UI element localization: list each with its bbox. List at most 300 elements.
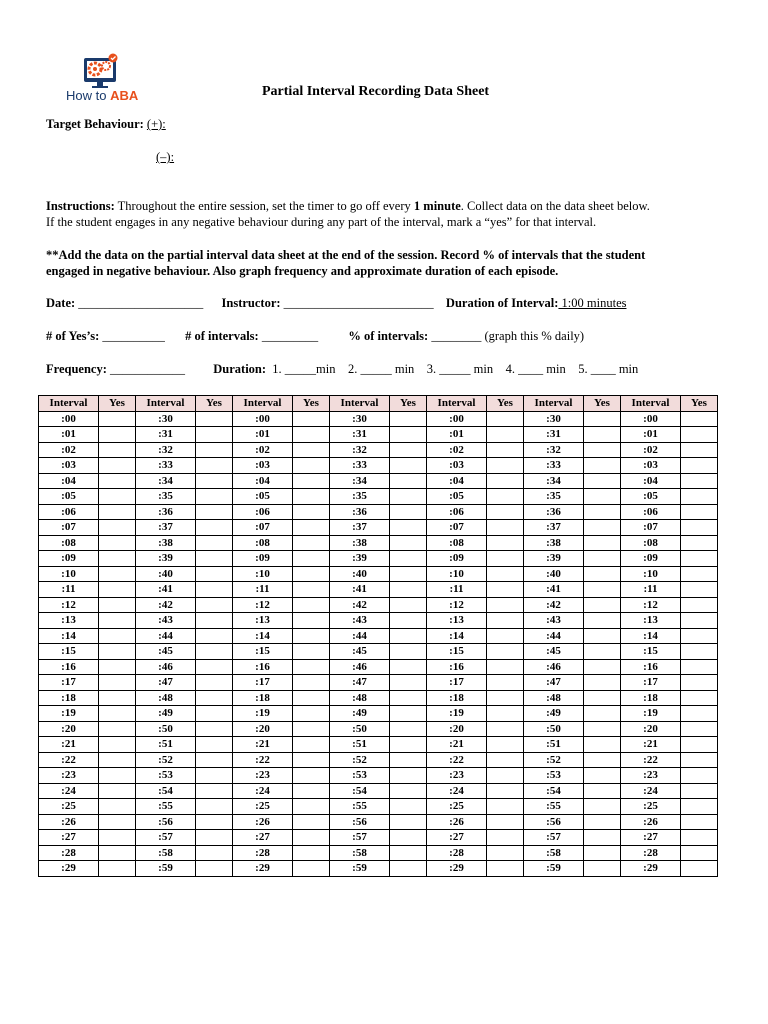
yes-cell[interactable]: [196, 783, 233, 799]
yes-cell[interactable]: [390, 783, 427, 799]
yes-cell[interactable]: [681, 427, 718, 443]
yes-cell[interactable]: [390, 706, 427, 722]
yes-cell[interactable]: [293, 768, 330, 784]
yes-cell[interactable]: [487, 473, 524, 489]
interval-cell: :09: [427, 551, 487, 567]
interval-cell: :06: [621, 504, 681, 520]
yes-cell[interactable]: [487, 442, 524, 458]
yes-cell[interactable]: [681, 442, 718, 458]
yes-cell[interactable]: [293, 628, 330, 644]
interval-cell: :26: [427, 814, 487, 830]
interval-cell: :30: [136, 411, 196, 427]
interval-cell: :59: [524, 861, 584, 877]
interval-cell: :41: [330, 582, 390, 598]
yes-cell[interactable]: [293, 861, 330, 877]
yes-cell[interactable]: [487, 644, 524, 660]
yes-cell[interactable]: [584, 830, 621, 846]
yes-cell[interactable]: [681, 551, 718, 567]
yes-cell[interactable]: [681, 644, 718, 660]
duration-episodes-field[interactable]: 1. _____min 2. _____ min 3. _____ min 4. ____ min 5. ____ min: [266, 362, 639, 376]
yes-cell[interactable]: [681, 458, 718, 474]
yes-cell[interactable]: [681, 814, 718, 830]
yes-cell[interactable]: [293, 737, 330, 753]
yes-cell[interactable]: [196, 520, 233, 536]
yes-cell[interactable]: [681, 845, 718, 861]
yes-cell[interactable]: [390, 845, 427, 861]
yes-cell[interactable]: [196, 861, 233, 877]
yes-cell[interactable]: [390, 551, 427, 567]
yes-cell[interactable]: [390, 613, 427, 629]
yes-cell[interactable]: [584, 799, 621, 815]
yes-cell[interactable]: [293, 411, 330, 427]
yes-cell[interactable]: [293, 659, 330, 675]
yes-cell[interactable]: [99, 582, 136, 598]
yes-cell[interactable]: [487, 411, 524, 427]
yes-cell[interactable]: [390, 411, 427, 427]
yes-cell[interactable]: [487, 613, 524, 629]
interval-cell: :23: [621, 768, 681, 784]
yes-cell[interactable]: [584, 644, 621, 660]
yes-cell[interactable]: [390, 489, 427, 505]
interval-cell: :17: [233, 675, 293, 691]
interval-cell: :23: [233, 768, 293, 784]
yes-cell[interactable]: [681, 752, 718, 768]
interval-cell: :50: [330, 721, 390, 737]
interval-cell: :04: [621, 473, 681, 489]
yes-cell[interactable]: [99, 675, 136, 691]
table-row: [39, 411, 718, 427]
yes-cell[interactable]: [99, 473, 136, 489]
yes-cell[interactable]: [681, 504, 718, 520]
yes-cell[interactable]: [293, 706, 330, 722]
interval-cell: :54: [330, 783, 390, 799]
yes-cell[interactable]: [487, 830, 524, 846]
yes-cell[interactable]: [293, 613, 330, 629]
yes-cell[interactable]: [681, 799, 718, 815]
interval-cell: :02: [39, 442, 99, 458]
yes-cell[interactable]: [681, 706, 718, 722]
yes-cell[interactable]: [487, 427, 524, 443]
yes-cell[interactable]: [196, 644, 233, 660]
yes-cell[interactable]: [584, 597, 621, 613]
yes-cell[interactable]: [584, 721, 621, 737]
yes-cell[interactable]: [390, 799, 427, 815]
yes-cell[interactable]: [584, 504, 621, 520]
yes-cell[interactable]: [293, 427, 330, 443]
interval-cell: :57: [136, 830, 196, 846]
yes-cell[interactable]: [293, 597, 330, 613]
interval-cell: :56: [330, 814, 390, 830]
interval-table: [38, 395, 718, 877]
yes-cell[interactable]: [681, 659, 718, 675]
yes-cell[interactable]: [99, 721, 136, 737]
yes-cell[interactable]: [196, 566, 233, 582]
yes-cell[interactable]: [293, 442, 330, 458]
date-field[interactable]: ____________________: [75, 296, 204, 310]
yes-cell[interactable]: [196, 597, 233, 613]
yes-cell[interactable]: [390, 566, 427, 582]
yes-cell[interactable]: [681, 783, 718, 799]
yes-cell[interactable]: [196, 473, 233, 489]
interval-cell: :14: [621, 628, 681, 644]
yes-cell[interactable]: [99, 799, 136, 815]
yes-cell[interactable]: [196, 535, 233, 551]
yes-cell[interactable]: [681, 520, 718, 536]
interval-cell: :17: [621, 675, 681, 691]
yes-cell[interactable]: [487, 799, 524, 815]
yes-cell[interactable]: [196, 427, 233, 443]
yes-cell[interactable]: [293, 783, 330, 799]
yes-cell[interactable]: [681, 613, 718, 629]
interval-cell: :28: [427, 845, 487, 861]
interval-cell: :22: [39, 752, 99, 768]
yes-cell[interactable]: [584, 659, 621, 675]
yes-cell[interactable]: [584, 752, 621, 768]
interval-cell: :16: [621, 659, 681, 675]
yes-cell[interactable]: [293, 814, 330, 830]
yes-cell[interactable]: [487, 520, 524, 536]
yes-cell[interactable]: [584, 473, 621, 489]
interval-cell: :21: [39, 737, 99, 753]
yes-cell[interactable]: [293, 690, 330, 706]
yes-cell[interactable]: [293, 752, 330, 768]
yes-header: Yes: [681, 396, 718, 412]
yes-cell[interactable]: [584, 520, 621, 536]
yes-cell[interactable]: [196, 768, 233, 784]
yes-cell[interactable]: [390, 442, 427, 458]
interval-cell: :24: [39, 783, 99, 799]
yes-cell[interactable]: [390, 814, 427, 830]
interval-cell: :42: [330, 597, 390, 613]
interval-cell: :11: [427, 582, 487, 598]
yes-cell[interactable]: [487, 566, 524, 582]
table-row: [39, 504, 718, 520]
interval-cell: :12: [621, 597, 681, 613]
interval-cell: :27: [427, 830, 487, 846]
yes-cell[interactable]: [487, 535, 524, 551]
yes-cell[interactable]: [196, 489, 233, 505]
intervals-count-field[interactable]: _________: [258, 329, 319, 343]
yes-cell[interactable]: [99, 442, 136, 458]
yes-cell[interactable]: [390, 427, 427, 443]
table-row: [39, 628, 718, 644]
yes-cell[interactable]: [584, 427, 621, 443]
yes-cell[interactable]: [99, 597, 136, 613]
yes-cell[interactable]: [196, 690, 233, 706]
interval-cell: :33: [524, 458, 584, 474]
interval-cell: :24: [621, 783, 681, 799]
interval-cell: :41: [136, 582, 196, 598]
yes-cell[interactable]: [293, 504, 330, 520]
yes-cell[interactable]: [681, 737, 718, 753]
yes-cell[interactable]: [584, 814, 621, 830]
yes-cell[interactable]: [584, 768, 621, 784]
interval-cell: :49: [524, 706, 584, 722]
target-behaviour-plus: [46, 117, 166, 132]
yes-cell[interactable]: [99, 489, 136, 505]
instructor-field[interactable]: ________________________: [280, 296, 434, 310]
yes-cell[interactable]: [99, 737, 136, 753]
yes-cell[interactable]: [293, 566, 330, 582]
yes-cell[interactable]: [293, 845, 330, 861]
interval-cell: :36: [330, 504, 390, 520]
interval-cell: :24: [233, 783, 293, 799]
interval-cell: :29: [233, 861, 293, 877]
yes-cell[interactable]: [196, 551, 233, 567]
yes-cell[interactable]: [390, 659, 427, 675]
yes-cell[interactable]: [99, 427, 136, 443]
yes-cell[interactable]: [390, 582, 427, 598]
interval-cell: :52: [136, 752, 196, 768]
yes-cell[interactable]: [99, 520, 136, 536]
yes-cell[interactable]: [487, 458, 524, 474]
yes-cell[interactable]: [487, 597, 524, 613]
yes-cell[interactable]: [99, 768, 136, 784]
yes-cell[interactable]: [584, 628, 621, 644]
interval-cell: :30: [524, 411, 584, 427]
interval-cell: :43: [136, 613, 196, 629]
yes-cell[interactable]: [584, 411, 621, 427]
yes-cell[interactable]: [681, 411, 718, 427]
yes-header: Yes: [99, 396, 136, 412]
yes-cell[interactable]: [293, 473, 330, 489]
yes-cell[interactable]: [487, 551, 524, 567]
yes-cell[interactable]: [584, 845, 621, 861]
yes-cell[interactable]: [99, 535, 136, 551]
yes-cell[interactable]: [99, 551, 136, 567]
interval-cell: :01: [39, 427, 99, 443]
yes-cell[interactable]: [99, 783, 136, 799]
yes-cell[interactable]: [196, 799, 233, 815]
yes-cell[interactable]: [390, 721, 427, 737]
yes-cell[interactable]: [487, 737, 524, 753]
yes-cell[interactable]: [681, 473, 718, 489]
yes-cell[interactable]: [584, 613, 621, 629]
yes-cell[interactable]: [584, 566, 621, 582]
yes-cell[interactable]: [99, 458, 136, 474]
yes-cell[interactable]: [196, 845, 233, 861]
interval-cell: :37: [136, 520, 196, 536]
interval-cell: :25: [233, 799, 293, 815]
interval-cell: :10: [427, 566, 487, 582]
yes-cell[interactable]: [390, 675, 427, 691]
interval-cell: :36: [136, 504, 196, 520]
yes-cell[interactable]: [196, 721, 233, 737]
yes-cell[interactable]: [293, 551, 330, 567]
yes-cell[interactable]: [487, 706, 524, 722]
yes-cell[interactable]: [99, 814, 136, 830]
yes-cell[interactable]: [293, 520, 330, 536]
interval-cell: :38: [524, 535, 584, 551]
yes-cell[interactable]: [99, 706, 136, 722]
yes-cell[interactable]: [681, 768, 718, 784]
interval-cell: :03: [39, 458, 99, 474]
yes-cell[interactable]: [487, 675, 524, 691]
yes-cell[interactable]: [99, 861, 136, 877]
yes-cell[interactable]: [390, 520, 427, 536]
yes-cell[interactable]: [487, 628, 524, 644]
yes-cell[interactable]: [487, 659, 524, 675]
yes-cell[interactable]: [390, 628, 427, 644]
interval-cell: :41: [524, 582, 584, 598]
yes-cell[interactable]: [99, 411, 136, 427]
interval-cell: :09: [39, 551, 99, 567]
yes-cell[interactable]: [293, 721, 330, 737]
yes-cell[interactable]: [196, 504, 233, 520]
table-body: [39, 411, 718, 876]
yes-cell[interactable]: [99, 752, 136, 768]
yes-cell[interactable]: [681, 535, 718, 551]
logo-text: How to ABA: [66, 88, 139, 103]
table-row: [39, 473, 718, 489]
yes-cell[interactable]: [681, 861, 718, 877]
yes-cell[interactable]: [584, 582, 621, 598]
yes-cell[interactable]: [487, 783, 524, 799]
yes-cell[interactable]: [196, 458, 233, 474]
interval-cell: :56: [524, 814, 584, 830]
yes-cell[interactable]: [99, 644, 136, 660]
yes-cell[interactable]: [196, 442, 233, 458]
table-row: [39, 737, 718, 753]
interval-cell: :10: [233, 566, 293, 582]
yes-cell[interactable]: [293, 458, 330, 474]
interval-cell: :05: [233, 489, 293, 505]
interval-cell: :10: [621, 566, 681, 582]
yes-cell[interactable]: [681, 489, 718, 505]
interval-cell: :19: [427, 706, 487, 722]
yes-cell[interactable]: [487, 582, 524, 598]
table-row: [39, 721, 718, 737]
yes-count-field[interactable]: __________: [99, 329, 165, 343]
yes-cell[interactable]: [487, 721, 524, 737]
yes-cell[interactable]: [293, 489, 330, 505]
yes-cell[interactable]: [293, 535, 330, 551]
yes-cell[interactable]: [196, 659, 233, 675]
interval-cell: :26: [621, 814, 681, 830]
yes-cell[interactable]: [196, 706, 233, 722]
yes-cell[interactable]: [681, 830, 718, 846]
yes-cell[interactable]: [390, 690, 427, 706]
yes-cell[interactable]: [293, 675, 330, 691]
yes-cell[interactable]: [196, 830, 233, 846]
yes-cell[interactable]: [487, 752, 524, 768]
yes-cell[interactable]: [196, 752, 233, 768]
interval-cell: :20: [621, 721, 681, 737]
yes-cell[interactable]: [390, 597, 427, 613]
interval-cell: :51: [330, 737, 390, 753]
yes-cell[interactable]: [390, 737, 427, 753]
yes-cell[interactable]: [293, 582, 330, 598]
interval-cell: :18: [233, 690, 293, 706]
interval-cell: :54: [136, 783, 196, 799]
interval-cell: :07: [621, 520, 681, 536]
yes-cell[interactable]: [681, 628, 718, 644]
yes-cell[interactable]: [681, 690, 718, 706]
yes-cell[interactable]: [487, 845, 524, 861]
yes-cell[interactable]: [390, 473, 427, 489]
yes-cell[interactable]: [196, 675, 233, 691]
yes-cell[interactable]: [681, 582, 718, 598]
yes-cell[interactable]: [584, 783, 621, 799]
yes-cell[interactable]: [99, 566, 136, 582]
yes-cell[interactable]: [390, 458, 427, 474]
interval-cell: :16: [39, 659, 99, 675]
yes-cell[interactable]: [99, 845, 136, 861]
percent-intervals-field[interactable]: ________: [428, 329, 482, 343]
yes-cell[interactable]: [584, 489, 621, 505]
interval-cell: :02: [427, 442, 487, 458]
yes-cell[interactable]: [390, 644, 427, 660]
yes-cell[interactable]: [487, 861, 524, 877]
yes-cell[interactable]: [487, 489, 524, 505]
yes-cell[interactable]: [681, 721, 718, 737]
interval-cell: :29: [427, 861, 487, 877]
yes-cell[interactable]: [584, 675, 621, 691]
interval-cell: :19: [233, 706, 293, 722]
yes-cell[interactable]: [390, 861, 427, 877]
yes-cell[interactable]: [390, 504, 427, 520]
yes-cell[interactable]: [487, 768, 524, 784]
yes-cell[interactable]: [390, 535, 427, 551]
yes-cell[interactable]: [584, 737, 621, 753]
interval-cell: :18: [427, 690, 487, 706]
yes-cell[interactable]: [99, 830, 136, 846]
yes-cell[interactable]: [390, 752, 427, 768]
yes-cell[interactable]: [293, 799, 330, 815]
yes-cell[interactable]: [390, 830, 427, 846]
interval-cell: :00: [427, 411, 487, 427]
yes-cell[interactable]: [196, 628, 233, 644]
yes-cell[interactable]: [681, 597, 718, 613]
yes-cell[interactable]: [99, 690, 136, 706]
interval-cell: :40: [136, 566, 196, 582]
frequency-field[interactable]: ____________: [106, 362, 185, 376]
yes-cell[interactable]: [196, 814, 233, 830]
yes-cell[interactable]: [196, 613, 233, 629]
yes-cell[interactable]: [293, 830, 330, 846]
yes-cell[interactable]: [99, 504, 136, 520]
yes-cell[interactable]: [196, 582, 233, 598]
interval-cell: :00: [233, 411, 293, 427]
yes-cell[interactable]: [584, 442, 621, 458]
yes-cell[interactable]: [584, 551, 621, 567]
yes-cell[interactable]: [681, 566, 718, 582]
yes-cell[interactable]: [390, 768, 427, 784]
interval-cell: :53: [330, 768, 390, 784]
yes-cell[interactable]: [584, 535, 621, 551]
yes-cell[interactable]: [99, 613, 136, 629]
yes-cell[interactable]: [681, 675, 718, 691]
yes-cell[interactable]: [487, 814, 524, 830]
interval-cell: :57: [524, 830, 584, 846]
yes-cell[interactable]: [196, 737, 233, 753]
yes-cell[interactable]: [99, 659, 136, 675]
interval-cell: :27: [621, 830, 681, 846]
yes-cell[interactable]: [487, 690, 524, 706]
yes-cell[interactable]: [584, 690, 621, 706]
interval-header: Interval: [136, 396, 196, 412]
interval-cell: :44: [136, 628, 196, 644]
interval-cell: :59: [330, 861, 390, 877]
yes-cell[interactable]: [584, 861, 621, 877]
yes-cell[interactable]: [196, 411, 233, 427]
yes-cell[interactable]: [584, 458, 621, 474]
yes-cell[interactable]: [99, 628, 136, 644]
yes-cell[interactable]: [293, 644, 330, 660]
yes-cell[interactable]: [584, 706, 621, 722]
yes-cell[interactable]: [487, 504, 524, 520]
table-row: [39, 799, 718, 815]
